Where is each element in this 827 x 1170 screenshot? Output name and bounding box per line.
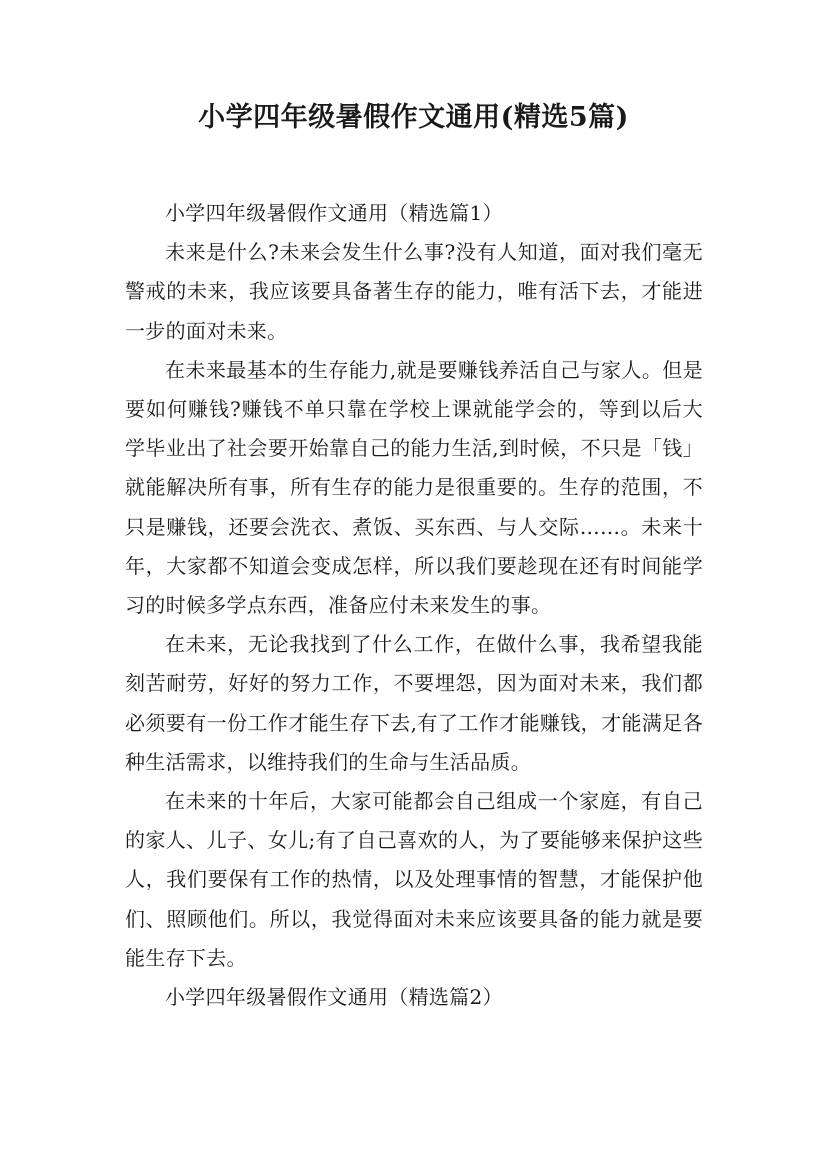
paragraph-1: 未来是什么?未来会发生什么事?没有人知道，面对我们毫无警戒的未来，我应该要具备著生存的能力，唯有活下去，才能进一步的面对未来。 xyxy=(125,240,703,343)
paragraph-3: 在未来，无论我找到了什么工作，在做什么事，我希望我能刻苦耐劳，好好的努力工作，不要埋怨，因为面对未来，我们都必须要有一份工作才能生存下去,有了工作才能赚钱，才能满足各种生活需求，以维持我们的生命与生活品质。 xyxy=(125,632,703,774)
section-heading-2: 小学四年级暑假作文通用（精选篇2） xyxy=(165,985,503,1010)
paragraph-2: 在未来最基本的生存能力,就是要赚钱养活自己与家人。但是要如何赚钱?赚钱不单只靠在学校上课就能学会的，等到以后大学毕业出了社会要开始靠自己的能力生活,到时候，不只是「钱」就能解决所有事，所有生存的能力是很重要的。生存的范围，不只是赚钱，还要会洗衣、煮饭、买东西、与人交际……。未来十年，大家都不知道会变成怎样，所以我们要趁现在还有时间能学习的时候多学点东西，准备应付未来发生的事。 xyxy=(125,357,703,618)
document-title: 小学四年级暑假作文通用(精选5篇) xyxy=(198,102,629,133)
section-heading-1: 小学四年级暑假作文通用（精选篇1） xyxy=(165,201,503,225)
paragraph-4: 在未来的十年后，大家可能都会自己组成一个家庭，有自己的家人、儿子、女儿;有了自己喜欢的人，为了要能够来保护这些人，我们要保有工作的热情，以及处理事情的智慧，才能保护他们、照顾他们。所以，我觉得面对未来应该要具备的能力就是要能生存下去。 xyxy=(125,789,703,970)
document-body xyxy=(125,194,703,1017)
